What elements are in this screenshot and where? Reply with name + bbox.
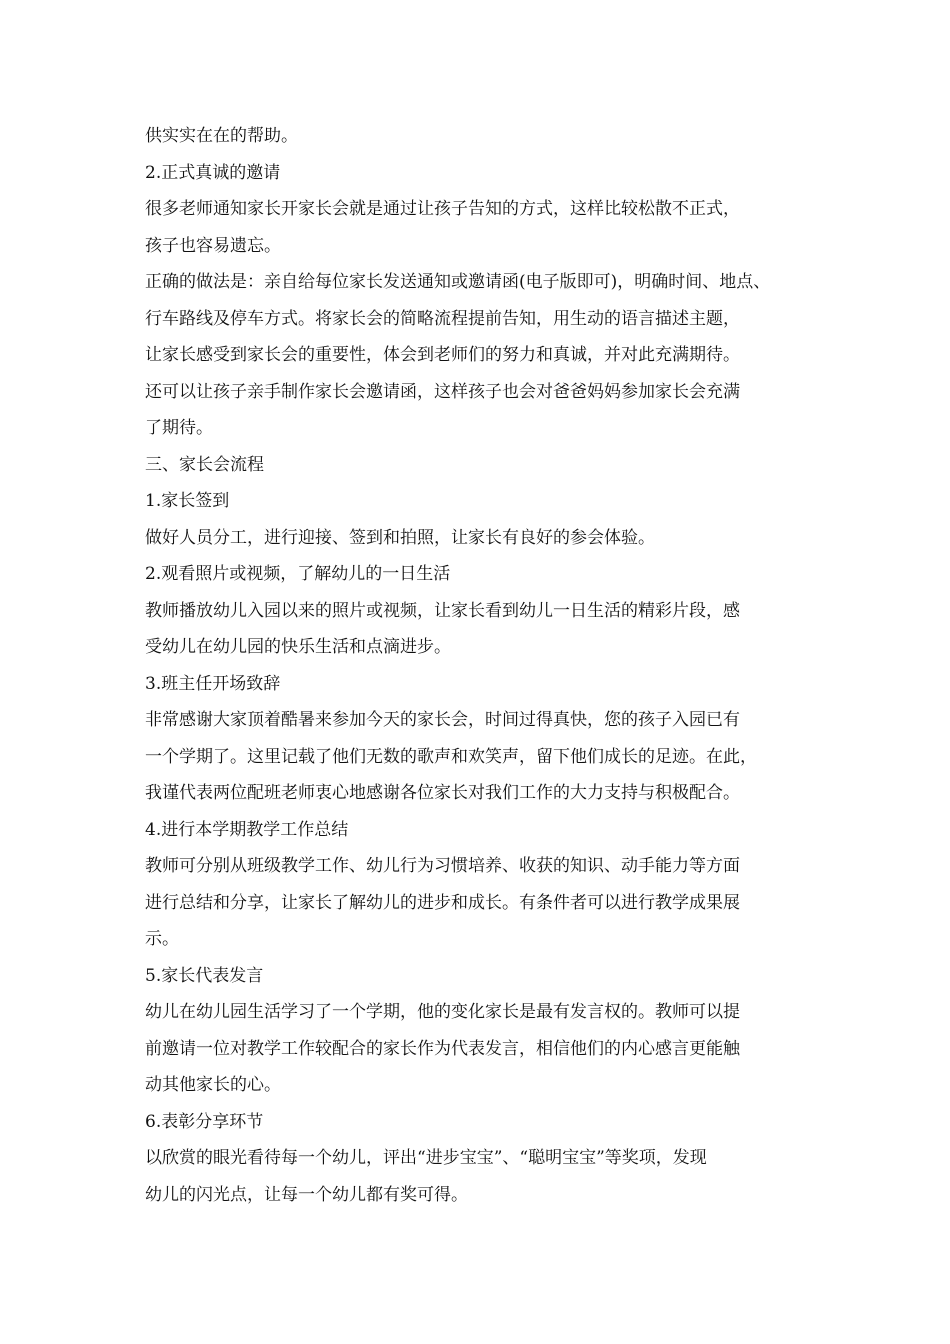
- text-line: 还可以让孩子亲手制作家长会邀请函，这样孩子也会对爸爸妈妈参加家长会充满: [145, 381, 740, 402]
- document-body: [145, 118, 825, 1213]
- section-heading: 4.进行本学期教学工作总结: [145, 819, 349, 840]
- text-line: 做好人员分工，进行迎接、签到和拍照，让家长有良好的参会体验。: [145, 527, 655, 548]
- text-line: 教师可分别从班级教学工作、幼儿行为习惯培养、收获的知识、动手能力等方面: [145, 856, 740, 876]
- section-heading: 1.家长签到: [145, 491, 230, 511]
- section-heading: 三、家长会流程: [145, 454, 264, 475]
- section-heading: 3.班主任开场致辞: [145, 673, 281, 694]
- text-line: 动其他家长的心。: [145, 1075, 281, 1095]
- text-line: 受幼儿在幼儿园的快乐生活和点滴进步。: [145, 637, 451, 657]
- section-heading: 6.表彰分享环节: [145, 1111, 264, 1132]
- section-heading: 2.正式真诚的邀请: [145, 162, 281, 183]
- text-line: 供实实在在的帮助。: [145, 126, 298, 146]
- text-line: 行车路线及停车方式。将家长会的简略流程提前告知，用生动的语言描述主题，: [145, 308, 740, 329]
- text-line: 正确的做法是：亲自给每位家长发送通知或邀请函(电子版即可)，明确时间、地点、: [145, 272, 771, 292]
- text-line: 以欣赏的眼光看待每一个幼儿，评出“进步宝宝”、“聪明宝宝”等奖项，发现: [145, 1148, 707, 1168]
- text-line: 让家长感受到家长会的重要性，体会到老师们的努力和真诚，并对此充满期待。: [145, 345, 740, 365]
- section-heading: 5.家长代表发言: [145, 965, 264, 986]
- text-line: 我谨代表两位配班老师衷心地感谢各位家长对我们工作的大力支持与积极配合。: [145, 783, 740, 803]
- section-heading: 2.观看照片或视频，了解幼儿的一日生活: [145, 564, 451, 584]
- text-line: 一个学期了。这里记载了他们无数的歌声和欢笑声，留下他们成长的足迹。在此，: [145, 746, 757, 767]
- text-line: 很多老师通知家长开家长会就是通过让孩子告知的方式，这样比较松散不正式，: [145, 199, 740, 219]
- text-line: 前邀请一位对教学工作较配合的家长作为代表发言，相信他们的内心感言更能触: [145, 1038, 740, 1059]
- text-line: 幼儿在幼儿园生活学习了一个学期，他的变化家长是最有发言权的。教师可以提: [145, 1002, 740, 1022]
- text-line: 示。: [145, 929, 179, 949]
- text-line: 非常感谢大家顶着酷暑来参加今天的家长会，时间过得真快，您的孩子入园已有: [145, 710, 740, 730]
- text-line: 教师播放幼儿入园以来的照片或视频，让家长看到幼儿一日生活的精彩片段，感: [145, 600, 740, 621]
- text-line: 孩子也容易遗忘。: [145, 235, 281, 256]
- text-line: 了期待。: [145, 418, 213, 438]
- text-line: 进行总结和分享，让家长了解幼儿的进步和成长。有条件者可以进行教学成果展: [145, 892, 740, 913]
- text-line: 幼儿的闪光点，让每一个幼儿都有奖可得。: [145, 1184, 468, 1205]
